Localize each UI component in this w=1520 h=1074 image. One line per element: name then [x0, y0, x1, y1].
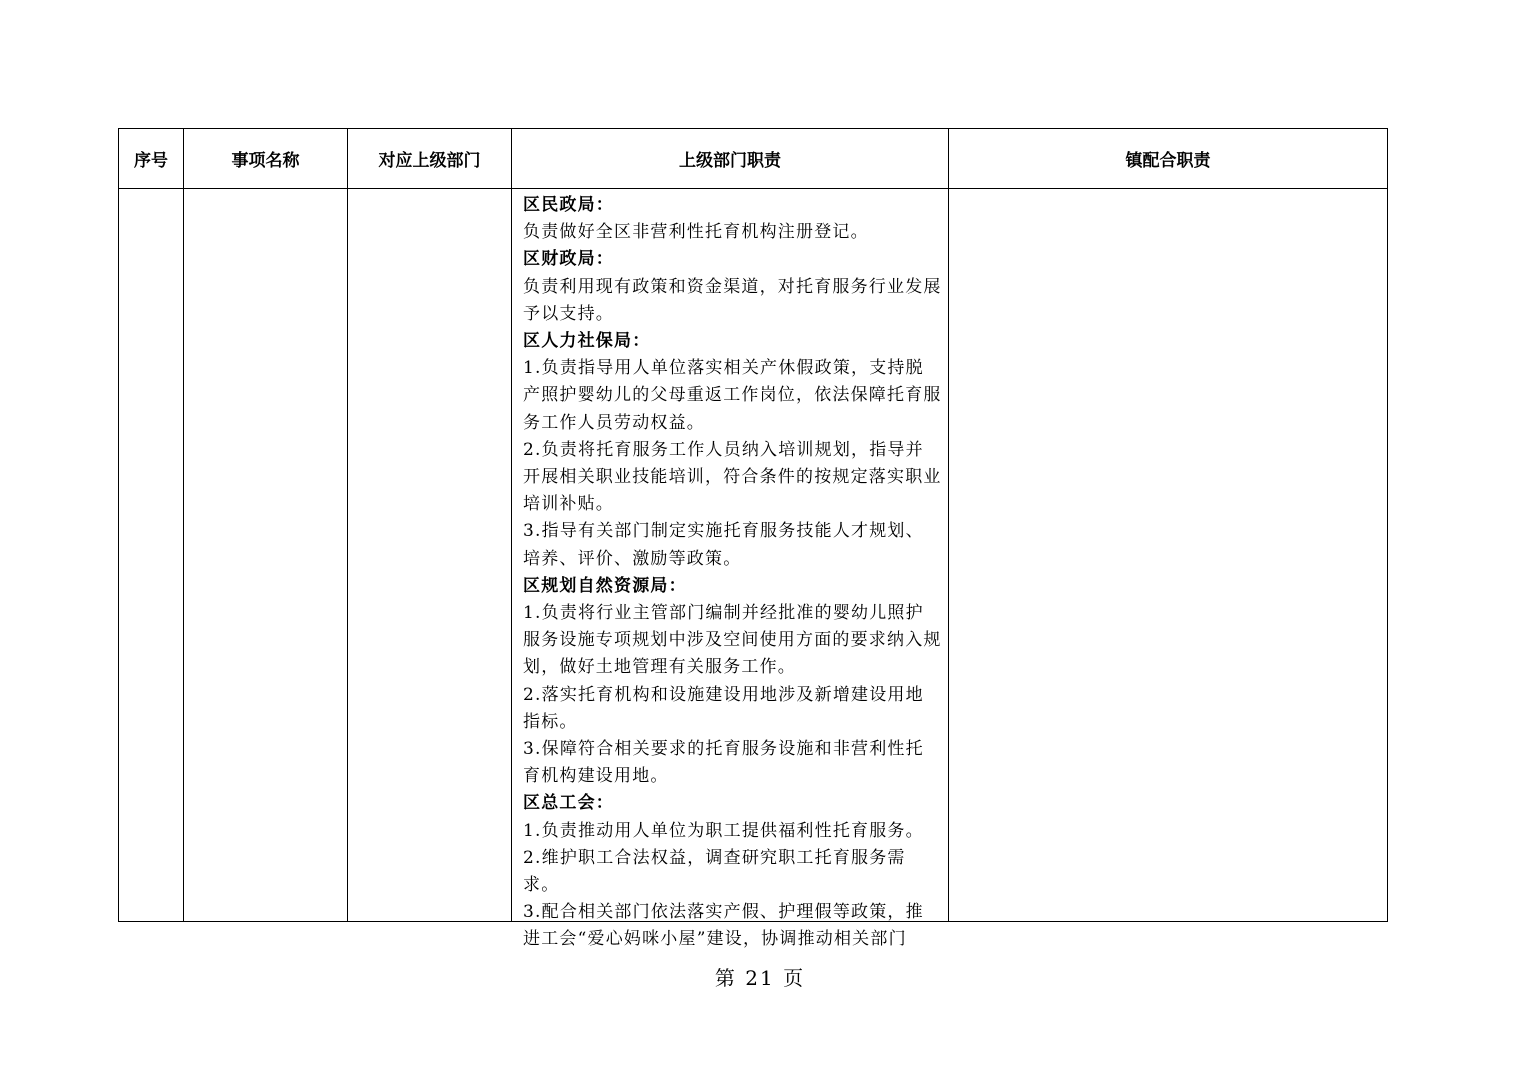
table-header-row: [119, 129, 1388, 189]
page-number: 第 21 页: [714, 966, 806, 990]
cell-upper-dept: [348, 189, 512, 922]
duty-line: 1.负责指导用人单位落实相关产休假政策，支持脱产照护婴幼儿的父母重返工作岗位，依法保障托育服务工作人员劳动权益。: [523, 358, 942, 433]
duty-line: 3.保障符合相关要求的托育服务设施和非营利性托育机构建设用地。: [523, 739, 924, 787]
duty-line: 2.维护职工合法权益，调查研究职工托育服务需求。: [523, 847, 906, 896]
dept-heading: 区规划自然资源局：: [523, 575, 687, 596]
duty-line: 1.负责推动用人单位为职工提供福利性托育服务。: [523, 820, 924, 841]
duty-line: 负责做好全区非营利性托育机构注册登记。: [523, 222, 869, 243]
header-upper-duties: 上级部门职责: [512, 129, 949, 189]
table-row: [119, 189, 1388, 922]
dept-heading: 区财政局：: [523, 249, 614, 270]
duty-line: 负责利用现有政策和资金渠道，对托育服务行业发展予以支持。: [523, 276, 942, 324]
cell-town-duties: [949, 189, 1388, 922]
upper-duties-text: [512, 189, 948, 950]
duties-table: [118, 128, 1388, 950]
header-town-duties: 镇配合职责: [949, 129, 1388, 189]
dept-heading: 区总工会：: [523, 793, 614, 814]
duty-line: 2.落实托育机构和设施建设用地涉及新增建设用地指标。: [523, 684, 924, 732]
duty-line: 2.负责将托育服务工作人员纳入培训规划，指导并开展相关职业技能培训，符合条件的按规定落实职业培训补贴。: [523, 439, 942, 515]
header-seq: 序号: [119, 129, 184, 189]
duty-line: 3.配合相关部门依法落实产假、护理假等政策，推进工会“爱心妈咪小屋”建设，协调推动相关部门: [523, 902, 924, 950]
header-item-name: 事项名称: [184, 129, 348, 189]
duty-line: 1.负责将行业主管部门编制并经批准的婴幼儿照护服务设施专项规划中涉及空间使用方面的要求纳入规划，做好土地管理有关服务工作。: [523, 603, 942, 678]
dept-heading: 区人力社保局：: [523, 331, 651, 352]
cell-item-name: [184, 189, 348, 922]
cell-upper-duties: [512, 189, 949, 950]
header-upper-dept: 对应上级部门: [348, 129, 512, 189]
duty-line: 3.指导有关部门制定实施托育服务技能人才规划、培养、评价、激励等政策。: [523, 521, 924, 569]
dept-heading: 区民政局：: [523, 195, 614, 215]
cell-seq: [119, 189, 184, 922]
